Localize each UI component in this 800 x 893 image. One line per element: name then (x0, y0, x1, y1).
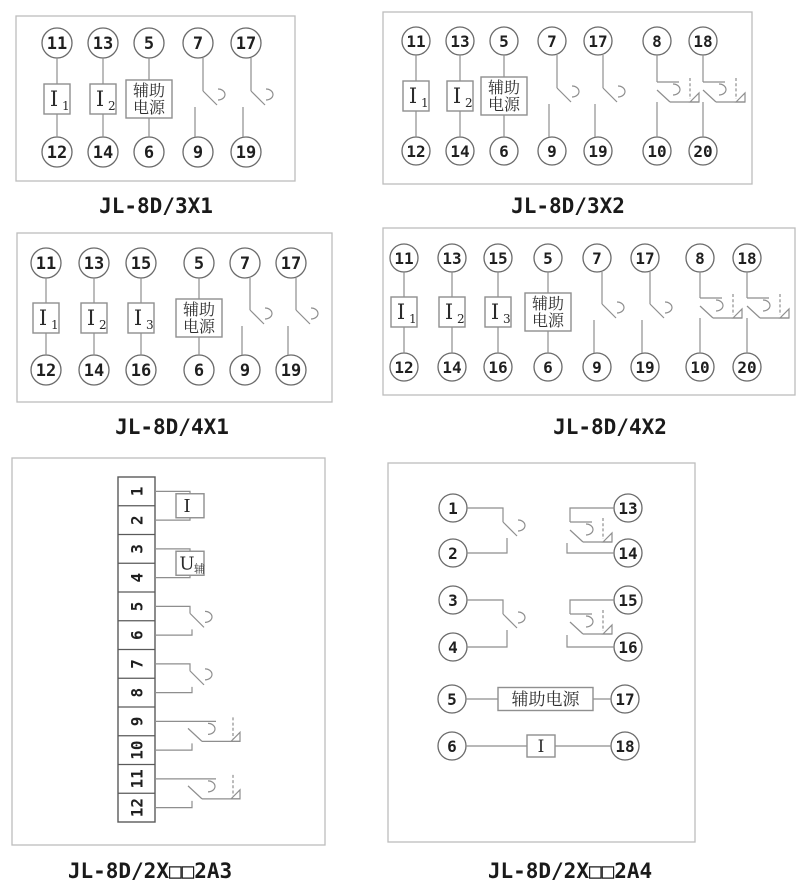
current-coil-box (128, 303, 154, 333)
terminal-number: 19 (588, 141, 608, 161)
terminal-13 (614, 494, 642, 522)
coil-symbol: I (444, 300, 454, 324)
terminal-14 (438, 353, 466, 381)
no-contact-symbol (203, 89, 225, 105)
terminal-19 (584, 137, 612, 165)
strip-cell-number: 4 (127, 572, 147, 583)
terminal-17 (231, 28, 261, 58)
panel-border (12, 458, 325, 845)
strip-cell-number: 7 (127, 659, 147, 669)
terminal-14 (614, 539, 642, 567)
terminal-14 (88, 137, 118, 167)
coil-subscript: 2 (465, 96, 473, 110)
contact-triangle (690, 93, 699, 102)
terminal-12 (390, 353, 418, 381)
strip-cell-number: 6 (127, 630, 147, 640)
wire (155, 801, 192, 808)
terminal-5 (134, 28, 164, 58)
terminal-number: 7 (192, 34, 204, 55)
aux-label-line2: 电源 (132, 98, 166, 117)
terminal-16 (126, 355, 156, 385)
terminal-19 (276, 355, 306, 385)
nc-contact-symbol (747, 294, 789, 318)
coil-subscript: 2 (108, 99, 116, 113)
terminal-number: 7 (239, 254, 251, 275)
terminal-number: 14 (442, 357, 462, 377)
no-contact-symbol (603, 86, 625, 102)
wire (567, 543, 614, 553)
contact-triangle (780, 309, 789, 318)
aux-power-box (176, 299, 222, 337)
panel-caption-4x1: JL-8D/4X1 (115, 415, 229, 439)
aux-label: 辅助电源 (511, 690, 580, 710)
terminal-6 (134, 137, 164, 167)
terminal-number: 16 (130, 361, 152, 382)
terminal-number: 6 (543, 357, 553, 377)
strip-cell-number: 9 (127, 716, 147, 727)
terminal-number: 6 (499, 141, 509, 161)
terminal-18 (611, 732, 639, 760)
contact-blade (747, 306, 760, 318)
panel-jl-8d-2a3 (12, 458, 325, 845)
terminal-6 (534, 353, 562, 381)
contact-blade (190, 613, 204, 627)
contact-triangle (231, 790, 240, 799)
delay-cup-arc (572, 86, 579, 97)
terminal-number: 7 (592, 248, 602, 268)
delay-cup-arc (218, 89, 225, 100)
delay-cup-arc (763, 300, 770, 311)
no-contact-symbol (250, 308, 272, 324)
terminal-number: 10 (647, 141, 667, 161)
nc-contact-symbol (700, 294, 742, 318)
terminal-number: 2 (448, 543, 458, 563)
strip-cell-number: 8 (127, 687, 147, 698)
terminal-number: 18 (737, 248, 757, 268)
terminal-11 (402, 27, 430, 55)
panel-caption-2a4: JL-8D/2X□□2A4 (487, 859, 653, 883)
terminal-7 (583, 244, 611, 272)
panel-caption-3x2: JL-8D/3X2 (511, 194, 625, 218)
panel-jl-8d-4x1 (17, 233, 332, 402)
current-coil-box (439, 297, 465, 327)
element-symbol: U (179, 553, 195, 575)
contact-blade (503, 614, 517, 628)
terminal-number: 15 (488, 248, 508, 268)
terminal-9 (230, 355, 260, 385)
wire (155, 606, 190, 613)
terminal-12 (402, 137, 430, 165)
terminal-19 (231, 137, 261, 167)
terminal-5 (490, 27, 518, 55)
aux-power-box (498, 688, 593, 711)
terminal-number: 9 (239, 361, 251, 382)
terminal-20 (733, 353, 761, 381)
nc-contact-symbol (570, 518, 612, 542)
delay-cup-arc (266, 89, 273, 100)
aux-label-line1: 辅助 (487, 78, 521, 97)
wire (467, 508, 503, 522)
no-contact-symbol (503, 520, 525, 536)
no-contact-symbol (296, 308, 318, 324)
delay-cup-arc (518, 612, 525, 623)
terminal-number: 7 (547, 31, 557, 51)
terminal-9 (538, 137, 566, 165)
contact-blade (503, 522, 517, 536)
aux-label-line1: 辅助 (531, 294, 565, 313)
coil-subscript: 1 (421, 96, 429, 110)
terminal-number: 13 (83, 254, 105, 275)
delay-cup-arc (311, 308, 318, 319)
contact-blade (570, 622, 583, 634)
terminal-20 (689, 137, 717, 165)
terminal-11 (390, 244, 418, 272)
terminal-12 (31, 355, 61, 385)
no-contact-symbol (557, 86, 579, 102)
terminal-number: 16 (488, 357, 508, 377)
delay-cup-arc (265, 308, 272, 319)
terminal-number: 11 (35, 254, 57, 275)
contact-triangle (603, 533, 612, 542)
terminal-number: 1 (448, 498, 458, 518)
delay-cup-arc (208, 723, 215, 734)
wire (570, 600, 614, 614)
aux-label-line2: 电源 (487, 95, 521, 114)
terminal-7 (230, 248, 260, 278)
coil-symbol: I (396, 300, 406, 324)
terminal-19 (631, 353, 659, 381)
terminal-number: 6 (193, 361, 205, 382)
terminal-number: 11 (394, 248, 414, 268)
coil-symbol: I (38, 306, 48, 330)
terminal-13 (446, 27, 474, 55)
terminal-5 (438, 685, 466, 713)
contact-blade (602, 304, 616, 318)
aux-power-box (126, 80, 172, 118)
terminal-number: 17 (615, 689, 635, 709)
contact-blade (203, 91, 217, 105)
terminal-number: 14 (83, 361, 105, 382)
terminal-10 (686, 353, 714, 381)
coil-symbol: I (452, 84, 462, 108)
terminal-number: 8 (652, 31, 662, 51)
coil-subscript: 3 (146, 318, 154, 332)
panel-caption-3x1: JL-8D/3X1 (99, 194, 213, 218)
terminal-16 (484, 353, 512, 381)
contact-blade (703, 90, 716, 102)
terminal-9 (583, 353, 611, 381)
terminal-number: 5 (447, 689, 457, 709)
terminal-number: 12 (394, 357, 414, 377)
terminal-number: 16 (618, 637, 638, 657)
terminal-number: 19 (235, 143, 257, 164)
delay-cup-arc (586, 524, 593, 535)
wire (155, 743, 192, 750)
current-coil-box (403, 81, 429, 111)
strip-cell-number: 5 (127, 601, 147, 612)
contact-blade (700, 306, 713, 318)
terminal-number: 17 (235, 34, 257, 55)
terminal-number: 5 (543, 248, 553, 268)
contact-blade (570, 530, 583, 542)
wire (567, 635, 614, 647)
current-coil-box (391, 297, 417, 327)
delay-cup-arc (586, 616, 593, 627)
coil-symbol: I (95, 87, 105, 111)
terminal-number: 14 (618, 543, 638, 563)
terminal-6 (438, 732, 466, 760)
delay-cup-arc (205, 611, 212, 622)
terminal-number: 20 (737, 357, 757, 377)
contact-triangle (733, 309, 742, 318)
terminal-2 (439, 539, 467, 567)
current-coil-box (33, 303, 59, 333)
wire (155, 629, 192, 635)
delay-cup-arc (208, 781, 215, 792)
delay-cup-arc (618, 86, 625, 97)
delay-cup-arc (719, 84, 726, 95)
delay-cup-arc (205, 669, 212, 680)
panel-caption-4x2: JL-8D/4X2 (553, 415, 667, 439)
terminal-number: 11 (46, 34, 68, 55)
terminal-number: 15 (130, 254, 152, 275)
contact-blade (251, 91, 265, 105)
wire (467, 538, 507, 553)
delay-cup-arc (673, 84, 680, 95)
panel-jl-8d-3x2 (383, 12, 752, 184)
terminal-4 (439, 633, 467, 661)
terminal-18 (733, 244, 761, 272)
no-contact-symbol (503, 612, 525, 628)
terminal-number: 19 (280, 361, 302, 382)
current-coil-box (527, 735, 555, 757)
element-box (176, 551, 205, 575)
terminal-number: 11 (406, 31, 426, 51)
terminal-number: 13 (450, 31, 470, 51)
element-box (176, 494, 204, 518)
terminal-number: 3 (448, 590, 458, 610)
coil-subscript: 2 (457, 312, 465, 326)
contact-blade (188, 786, 202, 799)
terminal-number: 12 (46, 143, 68, 164)
terminal-number: 13 (442, 248, 462, 268)
terminal-1 (439, 494, 467, 522)
panel-border (388, 463, 695, 842)
terminal-18 (689, 27, 717, 55)
terminal-10 (643, 137, 671, 165)
terminal-number: 5 (499, 31, 509, 51)
coil-symbol: I (49, 87, 59, 111)
coil-subscript: 2 (99, 318, 107, 332)
current-coil-box (90, 84, 116, 114)
contact-triangle (603, 625, 612, 634)
terminal-13 (79, 248, 109, 278)
current-coil-box (447, 81, 473, 111)
contact-triangle (231, 732, 240, 741)
terminal-5 (534, 244, 562, 272)
terminal-13 (438, 244, 466, 272)
terminal-17 (584, 27, 612, 55)
terminal-number: 12 (406, 141, 426, 161)
coil-subscript: 1 (51, 318, 59, 332)
terminal-5 (184, 248, 214, 278)
terminal-7 (538, 27, 566, 55)
current-coil-box (81, 303, 107, 333)
terminal-number: 13 (92, 34, 114, 55)
aux-power-box (525, 293, 571, 331)
contact-blade (296, 310, 310, 324)
aux-label-line1: 辅助 (182, 300, 216, 319)
wire (467, 630, 507, 647)
terminal-number: 6 (143, 143, 155, 164)
terminal-number: 18 (615, 736, 635, 756)
wire (155, 664, 190, 671)
terminal-number: 5 (143, 34, 155, 55)
element-symbol: I (183, 495, 191, 517)
terminal-number: 19 (635, 357, 655, 377)
terminal-number: 5 (193, 254, 205, 275)
terminal-number: 17 (280, 254, 302, 275)
element-subscript: 辅 (194, 562, 205, 576)
nc-contact-symbol (570, 610, 612, 634)
terminal-number: 17 (635, 248, 655, 268)
terminal-12 (42, 137, 72, 167)
delay-cup-arc (716, 300, 723, 311)
wire (467, 600, 503, 614)
contact-blade (190, 671, 204, 685)
terminal-14 (446, 137, 474, 165)
terminal-13 (88, 28, 118, 58)
terminal-number: 12 (35, 361, 57, 382)
terminal-number: 14 (450, 141, 470, 161)
terminal-17 (276, 248, 306, 278)
coil-symbol: I (490, 300, 500, 324)
terminal-number: 8 (695, 248, 705, 268)
wire (155, 687, 192, 693)
strip-cell-number: 2 (127, 515, 147, 525)
contact-blade (650, 304, 664, 318)
aux-label-line1: 辅助 (132, 81, 166, 100)
terminal-17 (631, 244, 659, 272)
terminal-number: 9 (547, 141, 557, 161)
aux-power-box (481, 77, 527, 115)
no-contact-symbol (602, 302, 624, 318)
no-contact-symbol (190, 611, 212, 627)
panel-jl-8d-3x1 (16, 16, 295, 181)
terminal-11 (42, 28, 72, 58)
panel-jl-8d-2a4 (388, 463, 695, 842)
nc-contact-symbol (703, 78, 745, 102)
terminal-8 (643, 27, 671, 55)
terminal-number: 4 (448, 637, 458, 657)
delay-cup-arc (665, 302, 672, 313)
terminal-6 (490, 137, 518, 165)
terminal-number: 14 (92, 143, 114, 164)
no-contact-symbol (190, 669, 212, 685)
terminal-number: 15 (618, 590, 638, 610)
terminal-number: 17 (588, 31, 608, 51)
aux-label-line2: 电源 (531, 311, 565, 330)
terminal-15 (614, 586, 642, 614)
terminal-11 (31, 248, 61, 278)
coil-symbol: I (86, 306, 96, 330)
panel-caption-2a3: JL-8D/2X□□2A3 (67, 859, 233, 883)
coil-symbol: I (537, 737, 545, 757)
coil-subscript: 3 (503, 312, 511, 326)
terminal-8 (686, 244, 714, 272)
terminal-number: 20 (693, 141, 713, 161)
panel-jl-8d-4x2 (383, 228, 795, 395)
strip-cell-number: 3 (127, 544, 147, 554)
current-coil-box (44, 84, 70, 114)
terminal-number: 9 (592, 357, 602, 377)
terminal-number: 18 (693, 31, 713, 51)
terminal-number: 9 (192, 143, 204, 164)
nc-contact-symbol (657, 78, 699, 102)
contact-triangle (736, 93, 745, 102)
terminal-15 (126, 248, 156, 278)
terminal-7 (183, 28, 213, 58)
terminal-number: 6 (447, 736, 457, 756)
terminal-3 (439, 586, 467, 614)
contact-blade (657, 90, 670, 102)
contact-blade (557, 88, 571, 102)
strip-cell-number: 10 (127, 740, 147, 760)
terminal-15 (484, 244, 512, 272)
coil-symbol: I (133, 306, 143, 330)
delay-cup-arc (518, 520, 525, 531)
aux-label-line2: 电源 (182, 317, 216, 336)
current-coil-box (485, 297, 511, 327)
strip-cell-number: 12 (127, 797, 147, 818)
terminal-9 (183, 137, 213, 167)
terminal-14 (79, 355, 109, 385)
terminal-16 (614, 633, 642, 661)
terminal-number: 13 (618, 498, 638, 518)
no-contact-symbol (251, 89, 273, 105)
no-contact-symbol (650, 302, 672, 318)
delay-cup-arc (617, 302, 624, 313)
wire (570, 508, 614, 522)
coil-subscript: 1 (409, 312, 417, 326)
terminal-6 (184, 355, 214, 385)
contact-blade (250, 310, 264, 324)
terminal-17 (611, 685, 639, 713)
strip-cell-number: 1 (127, 486, 147, 497)
coil-symbol: I (408, 84, 418, 108)
terminal-number: 10 (690, 357, 710, 377)
terminal-strip (118, 477, 155, 822)
coil-subscript: 1 (62, 99, 70, 113)
contact-blade (603, 88, 617, 102)
contact-blade (188, 728, 202, 741)
strip-cell-number: 11 (127, 769, 147, 789)
